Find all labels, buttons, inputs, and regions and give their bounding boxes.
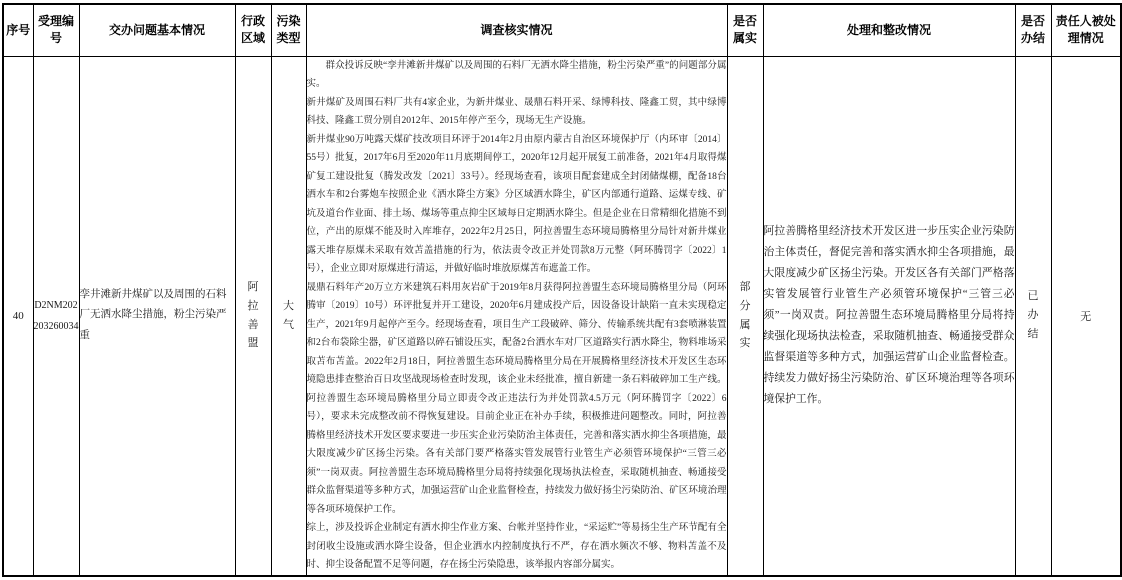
header-case-number: 受理编号 — [33, 4, 79, 56]
table-row — [3, 56, 1121, 576]
header-is-closed: 是否办结 — [1015, 4, 1051, 56]
verified-status-text: 部分属实 — [739, 281, 751, 350]
closed-status-text: 已办结 — [1027, 290, 1039, 340]
region-text: 阿拉善盟 — [247, 281, 259, 350]
investigation-paragraph: 群众投诉反映“孪井滩新井煤矿以及周围的石料厂无洒水降尘措施，粉尘污染严重”的问题部分属实。 — [306, 60, 727, 89]
investigation-paragraph: 新井煤矿及周围石料厂共有4家企业，为新井煤业、晟鼎石料开采、绿博科技、隆鑫工贸，其中绿博科技、隆鑫工贸分别自2012年、2015年停产至今，现场无生产设施。 — [306, 97, 727, 126]
inspection-results-table — [2, 3, 1122, 577]
cell-serial-number: 40 — [3, 56, 33, 576]
cell-is-closed — [1015, 56, 1051, 576]
header-serial-number: 序号 — [3, 4, 33, 56]
cell-problem-description: 孪井滩新井煤矿以及周围的石料厂无洒水降尘措施，粉尘污染严重 — [79, 56, 235, 576]
cell-case-number: D2NM202203260034 — [33, 56, 79, 576]
cell-accountability: 无 — [1051, 56, 1121, 576]
cell-administrative-region — [235, 56, 271, 576]
investigation-paragraph: 新井煤业90万吨露天煤矿技改项目环评于2014年2月由原内蒙古自治区环境保护厅（内环审〔2014〕55号）批复，2017年6月至2020年11月底期间停工，2020年12月起开展复工前准备，2021年4月取得煤矿复工建设批复（腾发改发〔2021〕33号）。经现场查看，该项目配套建成全封闭储煤棚，配备18台洒水车和2台雾炮车按照企业《洒水降尘方案》分区域洒水降尘，矿区内部通行道路、运煤专线、矿坑及道台作业面、排土场、煤场等重点抑尘区域每日定期洒水降尘。但是企业在日常精细化措施不到位，产出的原煤不能及时入库堆存，2022年2月25日，阿拉善盟生态环境局腾格里分局针对新井煤业露天堆存原煤未采取有效苫盖措施的行为，依法责令改正并处罚款8万元整（阿环腾罚字〔2022〕1号），企业立即对原煤进行清运，并做好临时堆放原煤苫布遮盖工作。 — [306, 134, 727, 274]
header-investigation-findings: 调查核实情况 — [306, 4, 727, 56]
header-administrative-region: 行政区域 — [235, 4, 271, 56]
cell-pollution-type — [271, 56, 306, 576]
cell-remediation: 阿拉善腾格里经济技术开发区进一步压实企业污染防治主体责任，督促完善和落实洒水抑尘各项措施，最大限度减少矿区扬尘污染。开发区各有关部门严格落实管发展管行业管生产必须管环境保护“三管三必须”一岗双责。阿拉善盟生态环境局腾格里分局将持续强化现场执法检查，采取随机抽查、畅通接受群众监督渠道等多种方式，加强运营矿山企业监督检查。持续发力做好扬尘污染防治、矿区环境治理等各项环境保护工作。 — [763, 56, 1015, 576]
header-accountability: 责任人被处理情况 — [1051, 4, 1121, 56]
investigation-paragraph: 晟鼎石料年产20万立方米建筑石料用灰岩矿于2019年8月获得阿拉善盟生态环境局腾格里分局（阿环腾审〔2019〕10号）环评批复并开工建设，2020年6月建成投产后，因设备设计缺陷一直未实现稳定生产，2021年9月起停产至今。经现场查看，项目生产工段破碎、筛分、传输系统共配有3套喷淋装置和2台布袋除尘器，矿区道路以碎石铺设压实，配备2台洒水车对厂区道路实行洒水降尘，物料堆场采取苫布苫盖。2022年2月18日，阿拉善盟生态环境局腾格里分局在开展腾格里经济技术开发区生态环境隐患排查整治百日攻坚战现场检查时发现，该企业未经批准，擅自新建一条石料破碎加工生产线。阿拉善盟生态环境局腾格里分局立即责令改正违法行为并处罚款4.5万元（阿环腾罚字〔2022〕6号），要求未完成整改前不得恢复建设。目前企业正在补办手续，积极推进问题整改。同时，阿拉善腾格里经济技术开发区要求要进一步压实企业污染防治主体责任，完善和落实洒水抑尘各项措施，最大限度减少矿区扬尘污染。各有关部门要严格落实管发展管行业管生产必须管环境保护“三管三必须”一岗双责。阿拉善盟生态环境局腾格里分局将持续强化现场执法检查，采取随机抽查、畅通接受群众监督渠道等多种方式，加强运营矿山企业监督检查，持续发力做好扬尘污染防治、矿区环境治理等各项环境保护工作。 — [306, 282, 727, 515]
header-problem-description: 交办问题基本情况 — [79, 4, 235, 56]
cell-is-verified — [727, 56, 763, 576]
investigation-paragraph: 综上，涉及投诉企业制定有洒水抑尘作业方案、台帐并坚持作业，“采运贮”等易扬尘生产环节配有全封闭收尘设施或洒水降尘设备，但企业洒水内控制度执行不严，存在洒水频次不够、物料苫盖不及时、抑尘设备配置不足等问题，存在扬尘污染隐患，该举报内容部分属实。 — [306, 523, 727, 570]
cell-investigation-findings — [306, 56, 727, 576]
header-remediation: 处理和整改情况 — [763, 4, 1015, 56]
header-pollution-type: 污染类型 — [271, 4, 306, 56]
table-header-row — [3, 4, 1121, 56]
header-is-verified: 是否属实 — [727, 4, 763, 56]
pollution-type-text: 大气 — [283, 299, 294, 331]
